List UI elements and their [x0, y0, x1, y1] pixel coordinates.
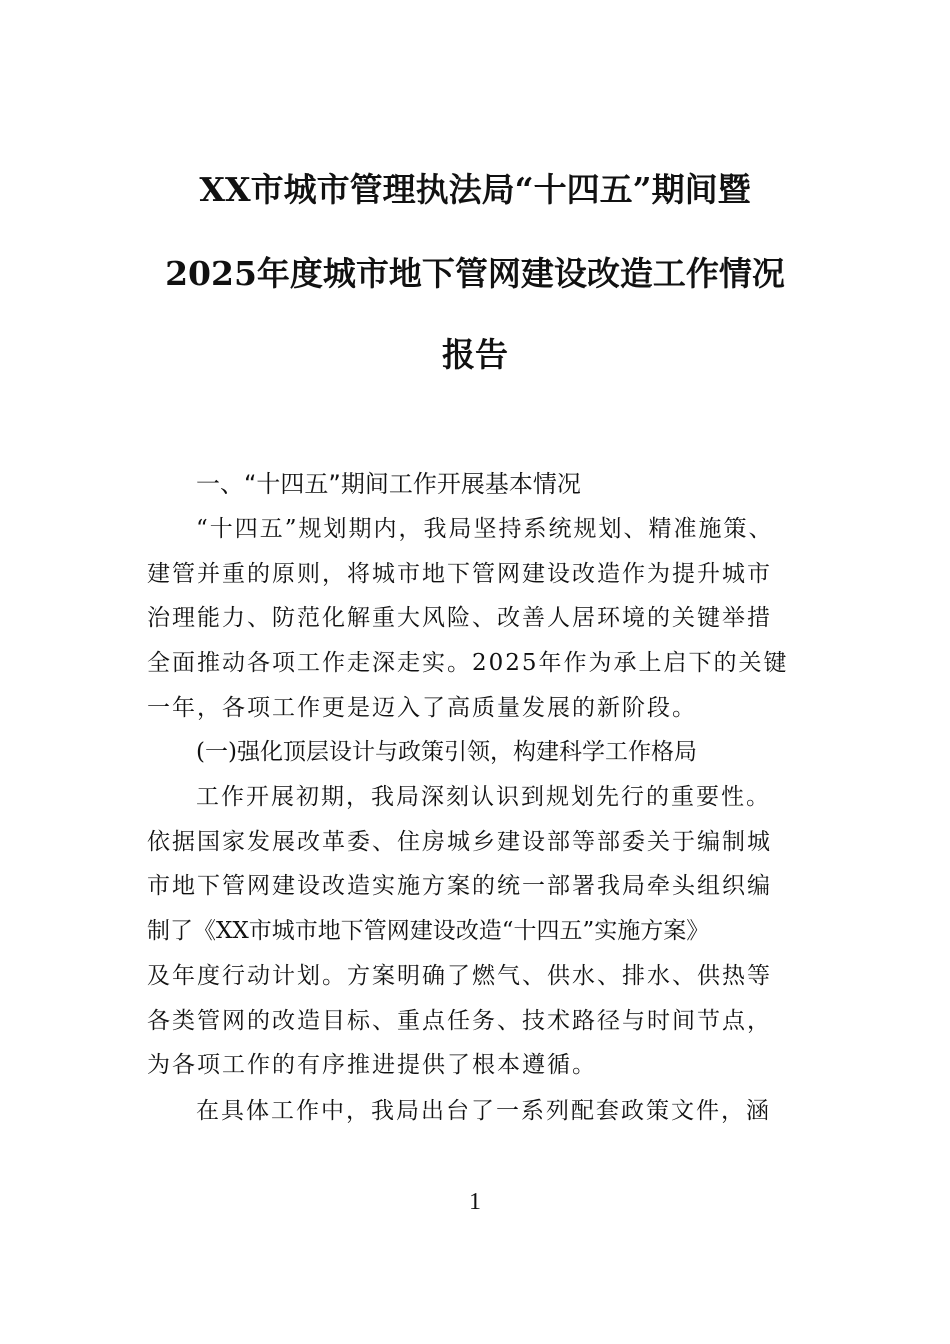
document-title-line-2: 2025年度城市地下管网建设改造工作情况 — [165, 254, 785, 293]
section-heading: 一、“十四五”期间工作开展基本情况 — [196, 470, 581, 498]
paragraph-line: 为各项工作的有序推进提供了根本遵循。 — [147, 1052, 597, 1078]
paragraph-line: 市地下管网建设改造实施方案的统一部署我局牵头组织编 — [147, 873, 772, 899]
subsection-heading: (一)强化顶层设计与政策引领，构建科学工作格局 — [196, 739, 697, 765]
paragraph-line: 建管并重的原则，将城市地下管网建设改造作为提升城市 — [147, 561, 772, 587]
paragraph-line: 全面推动各项工作走深走实。2025年作为承上启下的关键 — [147, 650, 789, 676]
paragraph-line: 治理能力、防范化解重大风险、改善人居环境的关键举措 — [147, 605, 772, 631]
document-title-line-1: XX市城市管理执法局“十四五”期间暨 — [199, 170, 751, 209]
page-number: 1 — [469, 1189, 481, 1215]
paragraph-line: 各类管网的改造目标、重点任务、技术路径与时间节点， — [147, 1008, 772, 1034]
paragraph-line: 及年度行动计划。方案明确了燃气、供水、排水、供热等 — [147, 963, 772, 989]
paragraph-line: 制了《XX市城市地下管网建设改造“十四五”实施方案》 — [147, 918, 710, 944]
paragraph-line: 在具体工作中，我局出台了一系列配套政策文件，涵 — [196, 1098, 771, 1124]
paragraph-line: 工作开展初期，我局深刻认识到规划先行的重要性。 — [196, 784, 771, 810]
document-title-line-3: 报告 — [442, 335, 508, 374]
paragraph-line: “十四五”规划期内，我局坚持系统规划、精准施策、 — [196, 516, 774, 542]
paragraph-line: 一年，各项工作更是迈入了高质量发展的新阶段。 — [147, 695, 697, 721]
paragraph-line: 依据国家发展改革委、住房城乡建设部等部委关于编制城 — [147, 829, 772, 855]
